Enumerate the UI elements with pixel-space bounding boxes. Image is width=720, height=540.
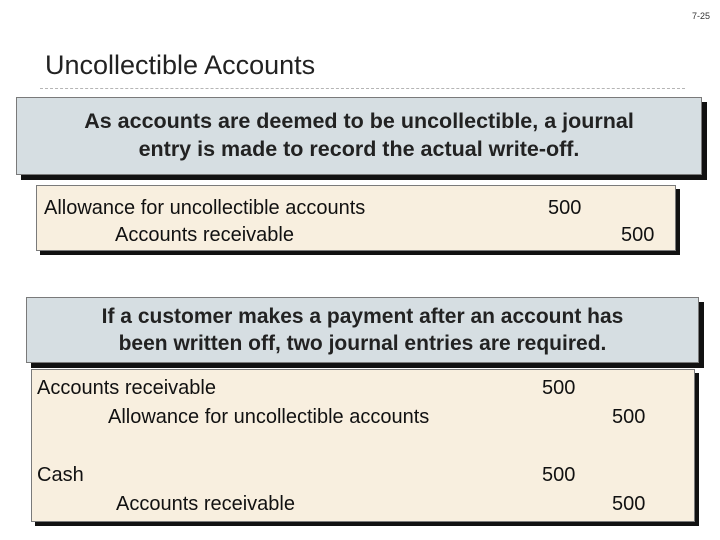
- write-off-callout-line-2: entry is made to record the actual write-off.: [138, 137, 580, 161]
- slide-title: Uncollectible Accounts: [45, 50, 316, 80]
- collection-credit-amount: 500: [612, 493, 646, 515]
- write-off-callout: [16, 97, 702, 175]
- reinstate-credit-amount: 500: [612, 406, 646, 428]
- write-off-journal-entry: [36, 185, 676, 251]
- debit-account: Allowance for uncollectible accounts: [44, 197, 366, 219]
- reinstate-debit-amount: 500: [542, 377, 576, 399]
- recovery-callout: [26, 297, 699, 363]
- write-off-callout-line-1: As accounts are deemed to be uncollectible, a journal: [84, 109, 634, 134]
- credit-amount: 500: [621, 224, 655, 246]
- page-number: 7-25: [691, 11, 710, 21]
- recovery-journal-entries: [31, 369, 695, 522]
- collection-credit-account: Accounts receivable: [116, 493, 295, 515]
- title-divider: [40, 88, 685, 89]
- debit-amount: 500: [548, 197, 582, 219]
- collection-debit-amount: 500: [542, 464, 576, 486]
- recovery-callout-line-2: been written off, two journal entries are required.: [118, 332, 607, 355]
- reinstate-credit-account: Allowance for uncollectible accounts: [108, 406, 430, 428]
- collection-debit-account: Cash: [37, 464, 84, 486]
- credit-account: Accounts receivable: [115, 224, 294, 246]
- recovery-callout-line-1: If a customer makes a payment after an account has: [101, 304, 624, 328]
- reinstate-debit-account: Accounts receivable: [37, 377, 216, 399]
